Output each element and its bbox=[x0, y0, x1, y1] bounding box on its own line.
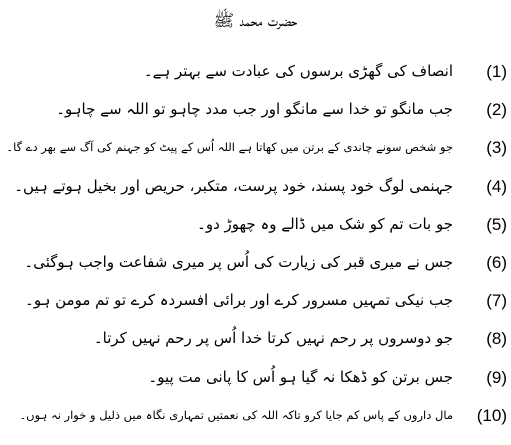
saying-text: جو بات تم کو شک میں ڈالے وہ چھوڑ دو۔ bbox=[197, 214, 453, 233]
saying-number: (4) bbox=[486, 176, 507, 196]
saying-text: مال داروں کے پاس کم جایا کرو تاکہ اللہ کی نعمتیں تمہاری نگاہ میں ذلیل و خوار نہ ہوں۔ bbox=[19, 407, 453, 422]
saying-item bbox=[0, 284, 511, 322]
saying-number: (2) bbox=[486, 100, 507, 120]
saying-number: (3) bbox=[486, 138, 507, 158]
saying-item bbox=[0, 93, 511, 131]
saying-text: جب مانگو تو خدا سے مانگو اور جب مدد چاہو تو اللہ سے چاہو۔ bbox=[56, 100, 453, 119]
saying-item bbox=[0, 55, 511, 93]
saying-text: جو شخص سونے چاندی کے برتن میں کھاتا ہے اللہ اُس کے پیٹ کو جہنم کی آگ سے بھر دے گا۔ bbox=[6, 140, 453, 155]
saying-number: (10) bbox=[476, 405, 507, 425]
saying-item bbox=[0, 246, 511, 284]
saying-item bbox=[0, 322, 511, 360]
saying-item bbox=[0, 361, 511, 399]
saying-item bbox=[0, 170, 511, 208]
saying-number: (9) bbox=[486, 367, 507, 387]
saying-text: انصاف کی گھڑی برسوں کی عبادت سے بہتر ہے۔ bbox=[143, 62, 453, 80]
saying-number: (5) bbox=[486, 214, 507, 234]
saying-item bbox=[0, 208, 511, 246]
saying-text: جس برتن کو ڈھکا نہ گیا ہو اُس کا پانی مت پیو۔ bbox=[148, 367, 453, 386]
sayings-list bbox=[0, 55, 511, 437]
saying-number: (6) bbox=[486, 252, 507, 272]
saying-number: (7) bbox=[486, 291, 507, 311]
saying-item bbox=[0, 399, 511, 437]
saying-number: (8) bbox=[486, 329, 507, 349]
page-heading: حضرت محمد ﷺ bbox=[213, 11, 298, 31]
saying-number: (1) bbox=[486, 62, 507, 81]
saying-item bbox=[0, 131, 511, 169]
saying-text: جو دوسروں پر رحم نہیں کرتا خدا اُس پر رحم نہیں کرتا۔ bbox=[93, 329, 453, 348]
saying-text: جہنمی لوگ خود پسند، خود پرست، متکبر، حریص اور بخیل ہوتے ہیں۔ bbox=[14, 176, 453, 195]
saying-text: جس نے میری قبر کی زیارت کی اُس پر میری شفاعت واجب ہوگئی۔ bbox=[24, 252, 453, 271]
saying-text: جب نیکی تمہیں مسرور کرے اور برائی افسردہ کرے تو تم مومن ہو۔ bbox=[25, 291, 453, 310]
